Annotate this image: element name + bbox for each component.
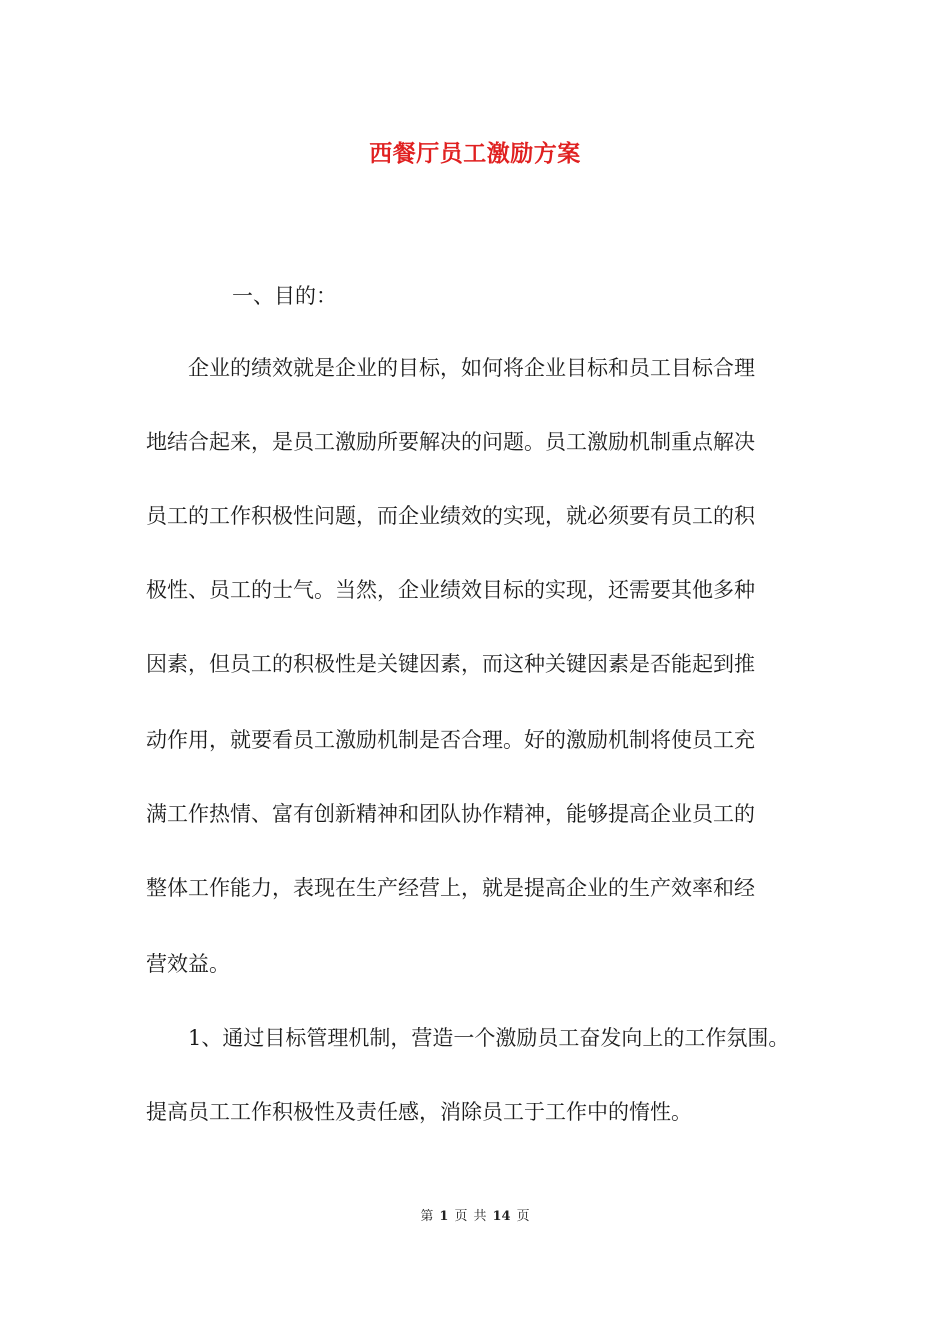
document-title: 西餐厅员工激励方案 <box>369 140 581 167</box>
paragraph-line: 满工作热情、富有创新精神和团队协作精神，能够提高企业员工的 <box>146 802 755 826</box>
footer-total-pages: 14 <box>492 1209 511 1224</box>
footer-total-prefix: 共 <box>473 1209 487 1224</box>
paragraph-line: 1、通过目标管理机制，营造一个激励员工奋发向上的工作氛围。 <box>188 1026 790 1050</box>
paragraph-line: 整体工作能力，表现在生产经营上，就是提高企业的生产效率和经 <box>146 876 755 900</box>
paragraph-line: 因素，但员工的积极性是关键因素，而这种关键因素是否能起到推 <box>146 652 755 676</box>
footer-page-label: 页 <box>454 1209 468 1224</box>
paragraph-line: 营效益。 <box>146 952 230 976</box>
page-footer <box>0 1206 950 1228</box>
paragraph-line: 动作用，就要看员工激励机制是否合理。好的激励机制将使员工充 <box>146 728 755 752</box>
paragraph-line: 企业的绩效就是企业的目标，如何将企业目标和员工目标合理 <box>188 356 755 380</box>
footer-current-page: 1 <box>439 1209 449 1224</box>
footer-prefix: 第 <box>420 1209 434 1224</box>
paragraph-line: 提高员工工作积极性及责任感，消除员工于工作中的惰性。 <box>146 1100 692 1124</box>
footer-suffix: 页 <box>516 1209 530 1224</box>
paragraph-line: 员工的工作积极性问题，而企业绩效的实现，就必须要有员工的积 <box>146 504 755 528</box>
paragraph-line: 地结合起来，是员工激励所要解决的问题。员工激励机制重点解决 <box>146 430 755 454</box>
paragraph-line: 极性、员工的士气。当然，企业绩效目标的实现，还需要其他多种 <box>146 578 755 602</box>
section-heading: 一、目的： <box>232 284 337 308</box>
